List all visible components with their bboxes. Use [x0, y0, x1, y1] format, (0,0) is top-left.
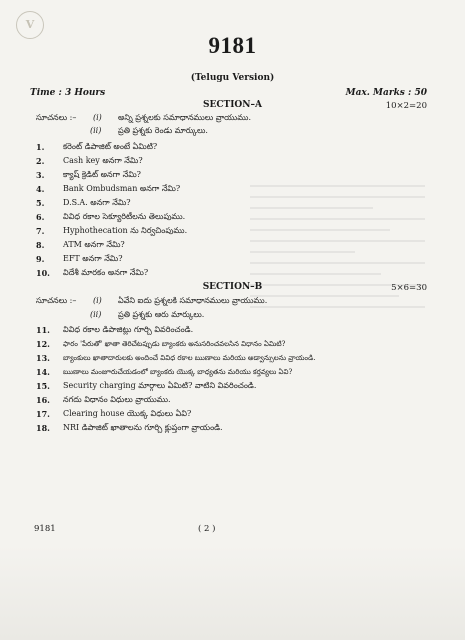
time-label: Time : 3 Hours [30, 88, 106, 98]
section-a-marks: 10×2=20 [385, 101, 427, 111]
question-text: ఫారం 'పేరుతో' ఖాతా తెరిచేటప్పుడు బ్యాంకరు అనుసరించవలసిన విధానం ఏమిటి? [63, 340, 286, 348]
question-number: 12. [36, 339, 50, 349]
question-number: 7. [36, 226, 45, 236]
question-text: EFT అనగా నేమి? [63, 254, 123, 263]
footer-page-number: ( 2 ) [198, 524, 216, 534]
question-number: 18. [36, 423, 50, 433]
section-b-instruction-i-text: ఏవేని ఐదు ప్రశ్నలకి సమాధానములు వ్రాయుము. [118, 296, 268, 305]
footer-paper-code: 9181 [34, 524, 56, 534]
question-text: నగదు విధానం విధులు వ్రాయుము. [63, 395, 171, 404]
question-number: 8. [36, 240, 45, 250]
question-number: 17. [36, 409, 50, 419]
version-label: (Telugu Version) [190, 73, 275, 83]
question-number: 4. [36, 184, 45, 194]
section-b-title: SECTION–B [202, 282, 263, 292]
section-b-instruction-i-num: (i) [93, 296, 102, 305]
question-number: 3. [36, 170, 45, 180]
question-text: Security charging మార్గాలు ఏమిటి? వాటిని వివరించండి. [63, 381, 257, 390]
question-text: బ్యాంకులు ఖాతాదారులకు అందించే వివిధ రకాల ఋణాలు మరియు అడ్వాన్సులను వ్రాయండి. [63, 354, 316, 362]
bleed-through-text [250, 185, 425, 335]
section-a-instruction-i-text: అన్ని ప్రశ్నలకు సమాధానములు వ్రాయుము. [118, 113, 251, 122]
question-text: Cash key అనగా నేమి? [63, 156, 143, 165]
question-number: 2. [36, 156, 45, 166]
question-text: Hyphothecation ను నిర్వచింపుము. [63, 226, 188, 235]
paper-code: 9181 [208, 33, 257, 58]
question-number: 16. [36, 395, 50, 405]
section-a-instruction-i-num: (i) [93, 113, 102, 122]
section-b-instructions-label: సూచనలు :– [36, 296, 77, 305]
question-number: 10. [36, 268, 50, 278]
question-text: ATM అనగా నేమి? [63, 240, 125, 249]
question-text: వివిధ రకాల సెక్యూరిటీలను తెలుపుము. [63, 212, 186, 221]
question-number: 5. [36, 198, 45, 208]
section-b-instruction-ii-text: ప్రతి ప్రశ్నకు ఆరు మార్కులు. [118, 310, 205, 319]
question-text: Clearing house యొక్క విధులు ఏవి? [63, 409, 192, 418]
question-text: క్యాష్ క్రెడిట్ అనగా నేమి? [63, 170, 141, 179]
question-text: NRI డిపాజిట్ ఖాతాలను గూర్చి క్లుప్తంగా వ్రాయండి. [63, 423, 223, 432]
question-number: 9. [36, 254, 45, 264]
section-a-instructions-label: సూచనలు :– [36, 113, 77, 122]
question-text: ఋణాలు మంజూరుచేయడంలో బ్యాంకరు యొక్క బాధ్యతను మరియు కర్తవ్యలు ఏవి? [63, 368, 293, 376]
question-number: 14. [36, 367, 50, 377]
section-a-title: SECTION–A [203, 100, 262, 110]
question-text: కరెంట్ డిపాజిట్ అంటే ఏమిటి? [63, 142, 158, 151]
question-number: 1. [36, 142, 45, 152]
question-text: విదేశీ మారకం అనగా నేమి? [63, 268, 149, 277]
max-marks-label: Max. Marks : 50 [345, 88, 427, 98]
question-text: వివిధ రకాల డిపాజిట్లు గూర్చి వివరించండి. [63, 325, 194, 334]
question-text: D.S.A. అనగా నేమి? [63, 198, 131, 207]
section-b-instruction-ii-num: (ii) [90, 310, 102, 319]
question-number: 13. [36, 353, 50, 363]
question-text: Bank Ombudsman అనగా నేమి? [63, 184, 181, 193]
section-b-marks: 5×6=30 [391, 283, 427, 293]
question-number: 11. [36, 325, 50, 335]
question-number: 15. [36, 381, 50, 391]
section-a-instruction-ii-num: (ii) [90, 126, 102, 135]
question-number: 6. [36, 212, 45, 222]
v-seal-icon: V [16, 11, 44, 39]
section-a-instruction-ii-text: ప్రతి ప్రశ్నకు రెండు మార్కులు. [118, 126, 208, 135]
